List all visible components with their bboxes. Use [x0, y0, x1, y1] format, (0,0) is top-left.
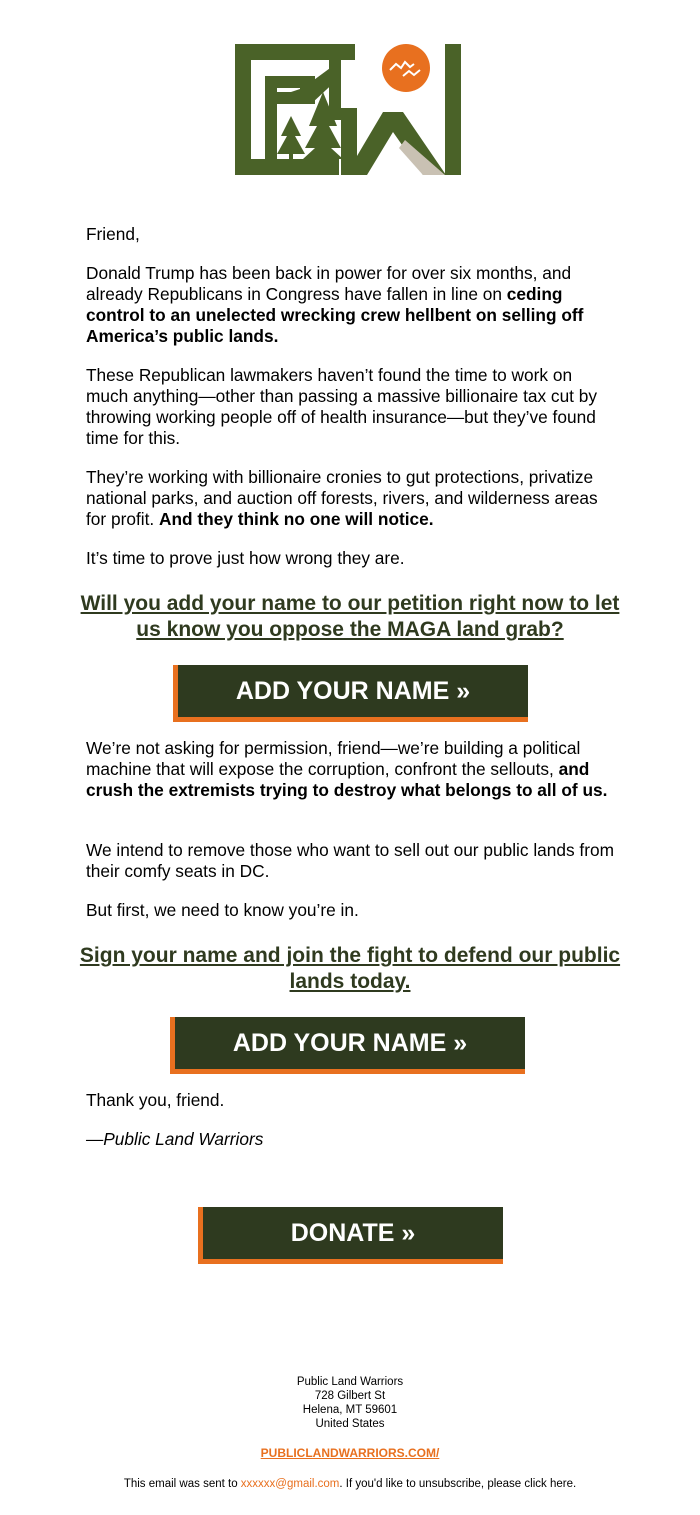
unsubscribe-text[interactable]: . If you'd like to unsubscribe, please click here. — [339, 1478, 577, 1490]
closing: Thank you, friend. — [86, 1090, 225, 1110]
donate-button-label: DONATE » — [290, 1218, 416, 1247]
paragraph-intro-text: Donald Trump has been back in power for over six months, and already Republicans in Congress have fallen in line on — [86, 263, 572, 304]
paragraph-lawmakers: These Republican lawmakers haven’t found the time to work on much anything—other than passing a massive billionaire tax cut by throwing working people off of health insurance—but they’ve found time for this. — [86, 365, 598, 448]
petition-link-2[interactable]: Sign your name and join the fight to defend our public lands today. — [79, 944, 621, 993]
add-your-name-button-2-label: ADD YOUR NAME » — [232, 1028, 468, 1057]
add-your-name-button-1[interactable] — [173, 665, 528, 722]
add-your-name-button-2[interactable] — [170, 1017, 525, 1074]
header — [0, 0, 700, 200]
footer-country: United States — [315, 1418, 385, 1430]
footer-city: Helena, MT 59601 — [302, 1404, 398, 1416]
sent-prefix: This email was sent to — [123, 1478, 241, 1490]
footer-org: Public Land Warriors — [296, 1376, 404, 1388]
signature: —Public Land Warriors — [86, 1129, 264, 1149]
paragraph-remove: We intend to remove those who want to sell out our public lands from their comfy seats in DC. — [86, 840, 614, 881]
footer-website — [0, 1446, 700, 1461]
paragraph-intro — [86, 263, 616, 347]
paragraph-cronies — [86, 467, 616, 530]
paragraph-permission — [86, 738, 616, 801]
greeting: Friend, — [86, 224, 140, 244]
public-land-warriors-logo — [233, 44, 463, 178]
paragraph-permission-text: We’re not asking for permission, friend—we’re building a political machine that will expose the corruption, confront the sellouts, — [86, 738, 581, 779]
footer-unsubscribe — [0, 1477, 700, 1491]
footer-street: 728 Gilbert St — [314, 1390, 386, 1402]
website-link[interactable]: PUBLICLANDWARRIORS.COM/ — [260, 1446, 440, 1460]
paragraph-first: But first, we need to know you’re in. — [86, 900, 359, 920]
recipient-email-link[interactable]: xxxxxx@gmail.com — [240, 1478, 340, 1490]
petition-link-1[interactable]: Will you add your name to our petition right now to let us know you oppose the MAGA land grab? — [80, 592, 620, 641]
donate-button[interactable] — [198, 1207, 503, 1264]
paragraph-cronies-text: They’re working with billionaire cronies to gut protections, privatize national parks, and auction off forests, rivers, and wilderness areas for profit. — [86, 467, 598, 529]
footer-address — [0, 1375, 700, 1431]
paragraph-intro-bold: ceding control to an unelected wrecking crew hellbent on selling off America’s public lands. — [86, 284, 584, 346]
paragraph-permission-bold: and crush the extremists trying to destroy what belongs to all of us. — [86, 759, 608, 800]
paragraph-prove: It’s time to prove just how wrong they are. — [86, 548, 405, 568]
add-your-name-button-1-label: ADD YOUR NAME » — [235, 676, 471, 705]
paragraph-cronies-bold: And they think no one will notice. — [159, 509, 434, 529]
